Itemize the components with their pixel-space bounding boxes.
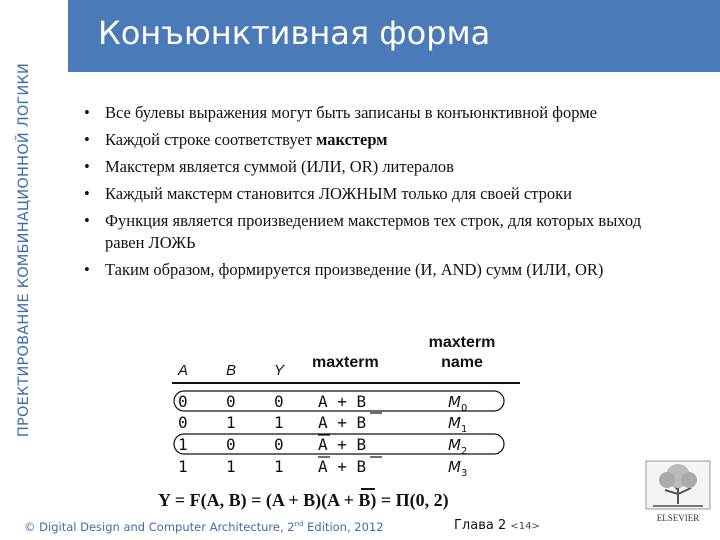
cell-b: 0	[226, 392, 236, 411]
complement-bar-b	[361, 488, 375, 490]
cell-a: 1	[178, 457, 188, 476]
cell-maxterm-name: $M_2$	[448, 436, 468, 457]
bullet-item	[82, 156, 682, 178]
cell-y: 0	[274, 392, 284, 411]
slide-title: Конъюнктивная форма	[98, 14, 491, 52]
vertical-section-title-text: ПРОЕКТИРОВАНИЕ КОМБИНАЦИОННОЙ ЛОГИКИ	[16, 62, 33, 438]
row-highlight-2	[174, 434, 504, 454]
bullet-text: Функция является произведением макстермов тех строк, для которых выход равен ЛОЖЬ	[105, 211, 642, 252]
svg-text:ELSEVIER: ELSEVIER	[656, 513, 700, 523]
truth-table	[172, 330, 522, 490]
bullet-dot-icon: •	[84, 184, 90, 203]
cell-y: 1	[274, 457, 284, 476]
product-of-sums-formula: Y = F(A, B) = (A + B)(A + B) = Π(0, 2)	[158, 490, 449, 510]
bullet-text: Таким образом, формируется произведение (И, AND) сумм (ИЛИ, OR)	[105, 260, 604, 279]
bullet-item	[82, 129, 682, 151]
row-overlays	[172, 330, 522, 490]
header-a: A	[178, 362, 189, 379]
cell-maxterm-name: $M_1$	[448, 414, 468, 435]
cell-maxterm: A + B	[318, 435, 367, 454]
bullet-dot-icon: •	[84, 260, 90, 279]
bullet-list	[82, 102, 682, 286]
bullet-dot-icon: •	[84, 157, 90, 176]
header-b: B	[226, 362, 237, 379]
bullet-dot-icon: •	[84, 130, 90, 149]
cell-maxterm-name: $M_3$	[448, 458, 468, 479]
cell-maxterm: A + B	[318, 392, 367, 411]
cell-b: 1	[226, 413, 236, 432]
bullet-item	[82, 102, 682, 124]
page-number: <14>	[510, 521, 540, 532]
vertical-section-title	[0, 0, 48, 500]
bullet-dot-icon: •	[84, 103, 90, 122]
bullet-bold-term: макстерм	[316, 130, 388, 149]
bullet-item	[82, 183, 682, 205]
bullet-dot-icon: •	[84, 211, 90, 230]
cell-maxterm: A + B	[318, 457, 367, 476]
cell-a: 0	[178, 392, 188, 411]
cell-b: 0	[226, 435, 236, 454]
bullet-text: Каждый макстерм становится ЛОЖНЫМ только для своей строки	[105, 184, 572, 203]
header-maxterm-name: maxterm name	[428, 334, 496, 371]
cell-a: 1	[178, 435, 188, 454]
cell-b: 1	[226, 457, 236, 476]
header-y: Y	[274, 362, 285, 379]
cell-y: 0	[274, 435, 284, 454]
cell-maxterm-name: $M_0$	[448, 393, 468, 414]
bullet-text: Макстерм является суммой (ИЛИ, OR) литералов	[105, 157, 454, 176]
cell-a: 0	[178, 413, 188, 432]
cell-maxterm: A + B	[318, 413, 367, 432]
bullet-item	[82, 210, 682, 254]
elsevier-logo-icon	[645, 460, 711, 526]
cell-y: 1	[274, 413, 284, 432]
row-highlight-0	[174, 391, 504, 411]
chapter-label: Глава 2	[454, 518, 507, 533]
copyright-footer: © Digital Design and Computer Architecture, 2nd Edition, 2012	[24, 520, 384, 534]
bullet-item	[82, 259, 682, 281]
chapter-page	[454, 518, 540, 533]
header-maxterm: maxterm	[312, 354, 379, 371]
bullet-text: Все булевы выражения могут быть записаны в конъюнктивной форме	[105, 103, 597, 122]
bullet-text: Каждой строке соответствует	[105, 130, 317, 149]
